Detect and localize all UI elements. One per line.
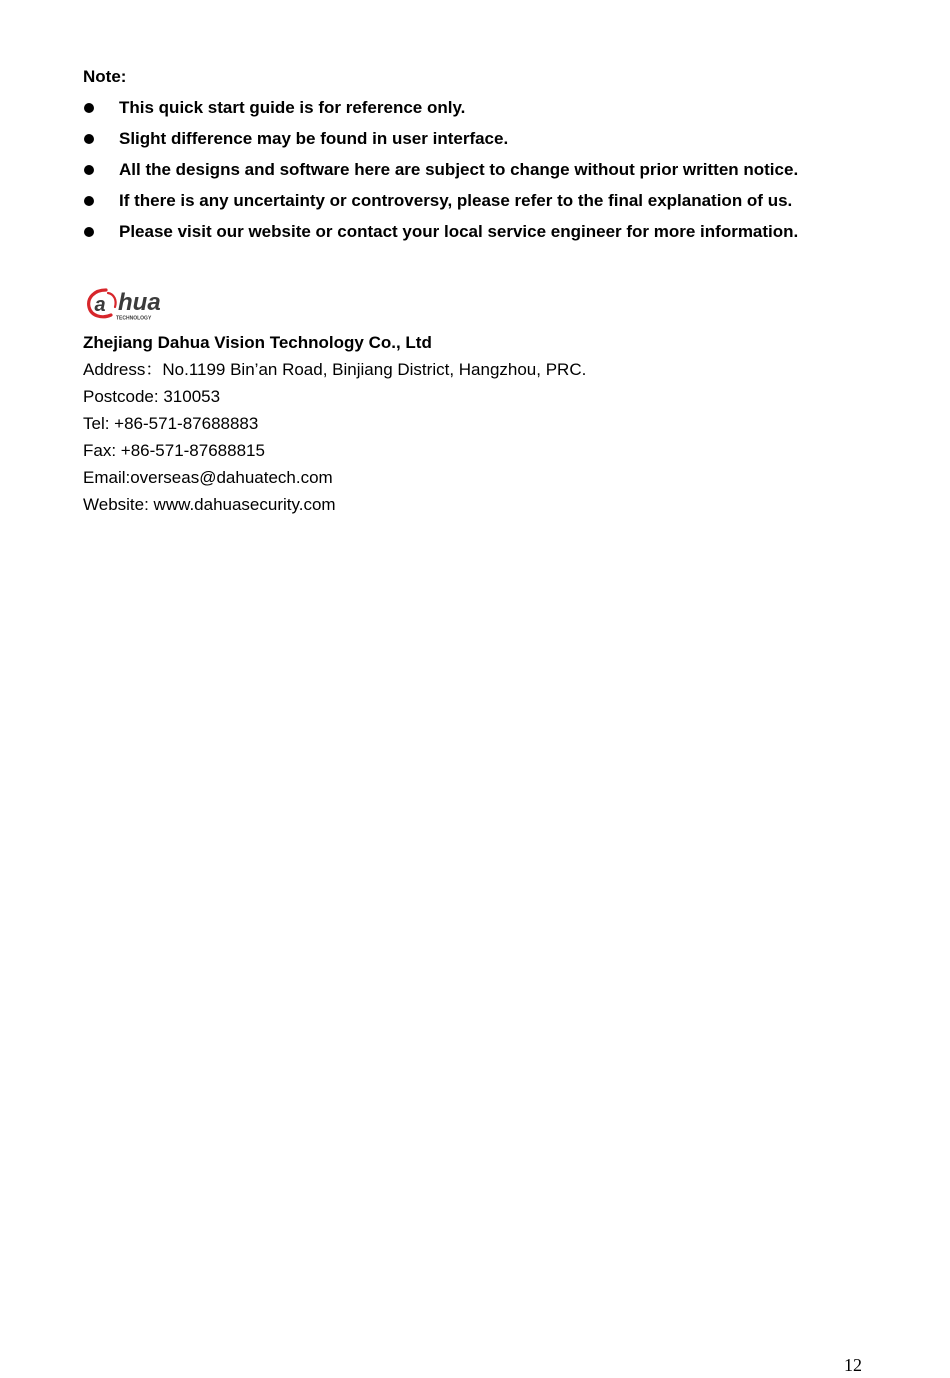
dahua-logo [86, 286, 190, 322]
page-number: 12 [844, 1355, 862, 1375]
logo-letter-a: a [94, 294, 106, 316]
bullet-icon [84, 103, 94, 113]
note-item-text: Please visit our website or contact your local service engineer for more information. [119, 222, 799, 241]
bullet-icon [84, 134, 94, 144]
note-item-text: Slight difference may be found in user interface. [119, 129, 509, 148]
company-postcode: Postcode: 310053 [83, 387, 221, 406]
company-tel: Tel: +86-571-87688883 [83, 414, 259, 433]
company-fax: Fax: +86-571-87688815 [83, 441, 265, 460]
company-address: Address：No.1199 Bin’an Road, Binjiang District, Hangzhou, PRC. [83, 360, 587, 379]
note-item-text: This quick start guide is for reference only. [119, 98, 466, 117]
company-email: Email:overseas@dahuatech.com [83, 468, 333, 487]
company-website: Website: www.dahuasecurity.com [83, 495, 336, 514]
logo-tagline: TECHNOLOGY [116, 315, 152, 322]
logo-wordmark: hua [118, 289, 161, 316]
bullet-icon [84, 196, 94, 206]
bullet-icon [84, 165, 94, 175]
bullet-icon [84, 227, 94, 237]
logo-swoosh-inner [108, 293, 116, 307]
note-heading: Note: [83, 67, 127, 86]
note-item-text: All the designs and software here are subject to change without prior written notice. [119, 160, 799, 179]
company-name: Zhejiang Dahua Vision Technology Co., Ltd [83, 333, 432, 352]
company-info [83, 332, 586, 521]
note-item-text: If there is any uncertainty or controversy, please refer to the final explanation of us. [119, 191, 793, 210]
